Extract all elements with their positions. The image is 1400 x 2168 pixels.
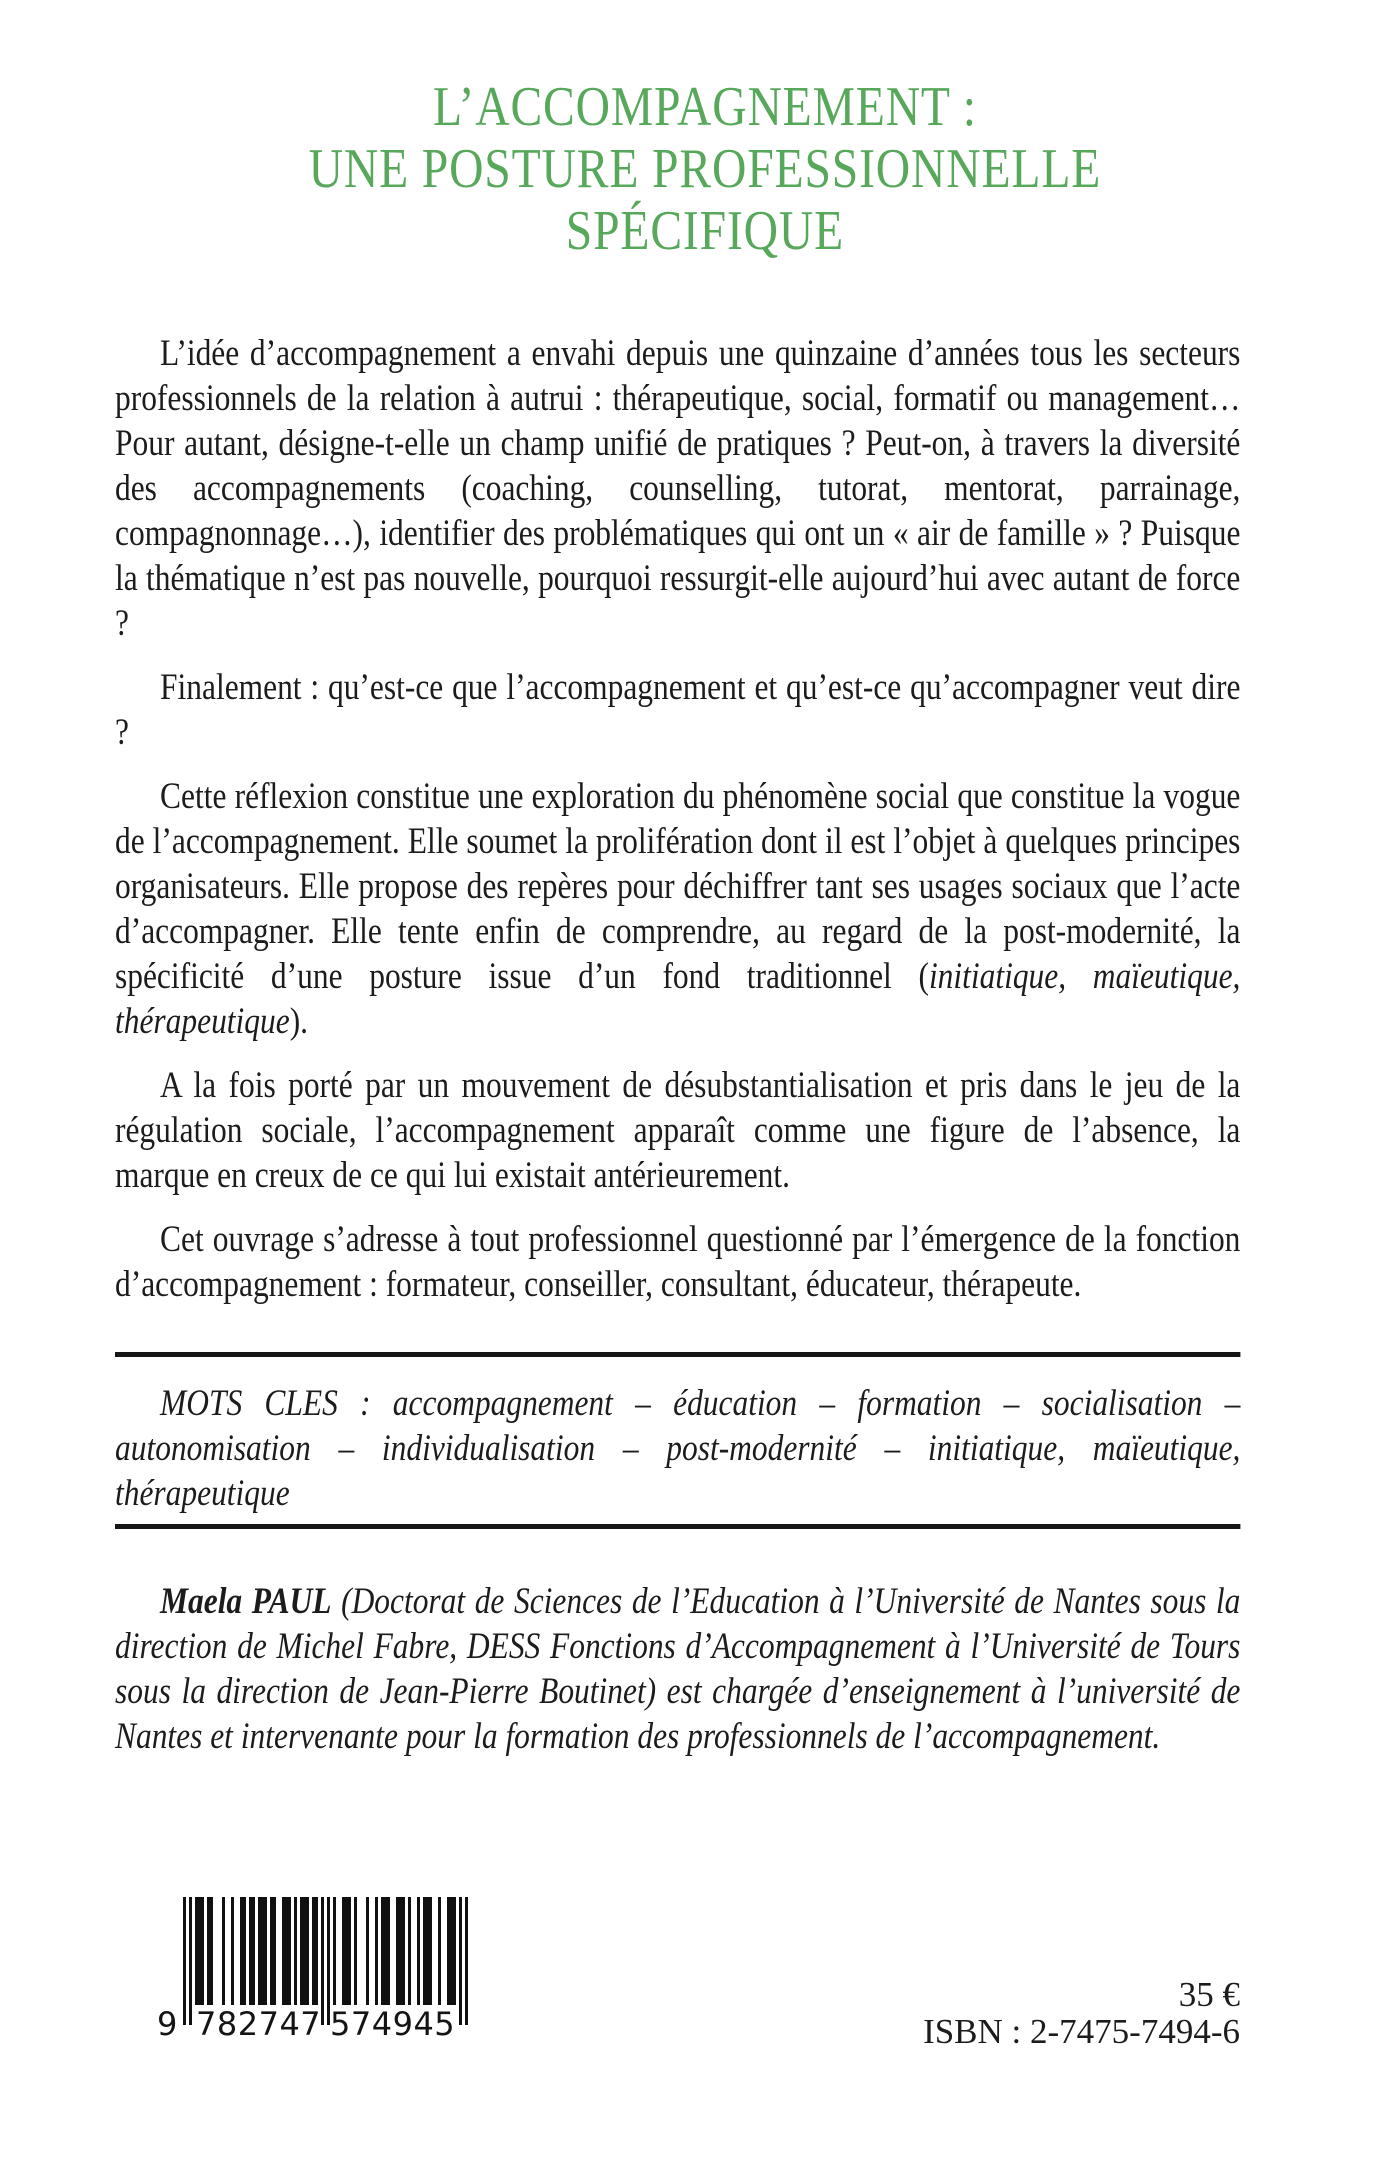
price-label: 35 € (1178, 1975, 1240, 2014)
synopsis-paragraph-3-closing: ). (289, 1001, 309, 1042)
book-title-line1: L’ACCOMPAGNEMENT : (432, 76, 977, 138)
synopsis-paragraph-5: Cet ouvrage s’adresse à tout professionnel questionné par l’émergence de la fonction d’accompagnement : formateur, conseiller, consultant, éducateur, thérapeute. (115, 1219, 1241, 1305)
synopsis-paragraph-3 (115, 774, 1240, 1044)
synopsis-paragraph-4: A la fois porté par un mouvement de désubstantialisation et pris dans le jeu de la régulation sociale, l’accompagnement apparaît comme une figure de l’absence, la marque en creux de ce qui lui existait antérieurement. (115, 1065, 1241, 1196)
author-name: Maela PAUL (160, 1581, 332, 1622)
synopsis-paragraph-3-text: Cette réflexion constitue une exploration du phénomène social que constitue la vogue de l’accompagnement. Elle soumet la prolifération dont il est l’objet à quelques principes organisateurs. Elle propose des repères pour déchiffrer tant ses usages sociaux que l’acte d’accompagner. Elle tente enfin de comprendre, au regard de la post-modernité, la spécificité d’une posture issue d’un fond traditionnel ( (115, 776, 1241, 997)
keywords-paragraph: MOTS CLES : accompagnement – éducation – formation – socialisation – autonomisation – individualisation – post-modernité – initiatique, maïeutique, thérapeutique (115, 1383, 1241, 1514)
barcode-left-digit-group: 782747 (196, 2005, 322, 2043)
barcode-right-digit-group: 574945 (330, 2005, 456, 2043)
isbn-label: ISBN : 2-7475-7494-6 (923, 2012, 1240, 2051)
divider-rule-top (115, 1352, 1240, 1357)
author-bio: (Doctorat de Sciences de l’Education à l’Université de Nantes sous la direction de Michel Fabre, DESS Fonctions d’Accompagnement à l’Université de Tours sous la direction de Jean-Pierre Boutinet) est chargée d’enseignement à l’université de Nantes et intervenante pour la formation des professionnels de l’accompagnement. (115, 1581, 1241, 1757)
barcode-first-digit: 9 (157, 2005, 178, 2043)
text-column (115, 0, 1240, 1759)
synopsis-paragraph-1: L’idée d’accompagnement a envahi depuis une quinzaine d’années tous les secteurs professionnels de la relation à autrui : thérapeutique, social, formatif ou management… Pour autant, désigne-t-elle un champ unifié de pratiques ? Peut-on, à travers la diversité des accompagnements (coaching, counselling, tutorat, mentorat, parrainage, compagnonnage…), identifier des problématiques qui ont un « air de famille » ? Puisque la thématique n’est pas nouvelle, pourquoi ressurgit-elle aujourd’hui avec autant de force ? (115, 333, 1241, 644)
ean13-barcode (157, 1897, 468, 2043)
divider-rule-bottom (115, 1524, 1240, 1529)
synopsis-paragraph-2: Finalement : qu’est-ce que l’accompagnement et qu’est-ce qu’accompagner veut dire ? (115, 667, 1241, 753)
book-title-line2: UNE POSTURE PROFESSIONNELLE SPÉCIFIQUE (308, 138, 1102, 262)
book-title (115, 76, 1240, 262)
author-paragraph (115, 1579, 1240, 1759)
barcode-module (465, 1897, 468, 2025)
price-isbn-block (923, 1976, 1240, 2050)
synopsis-paragraph-3-italic-terms: initiatique, maïeutique, thérapeutique (115, 956, 1241, 1042)
